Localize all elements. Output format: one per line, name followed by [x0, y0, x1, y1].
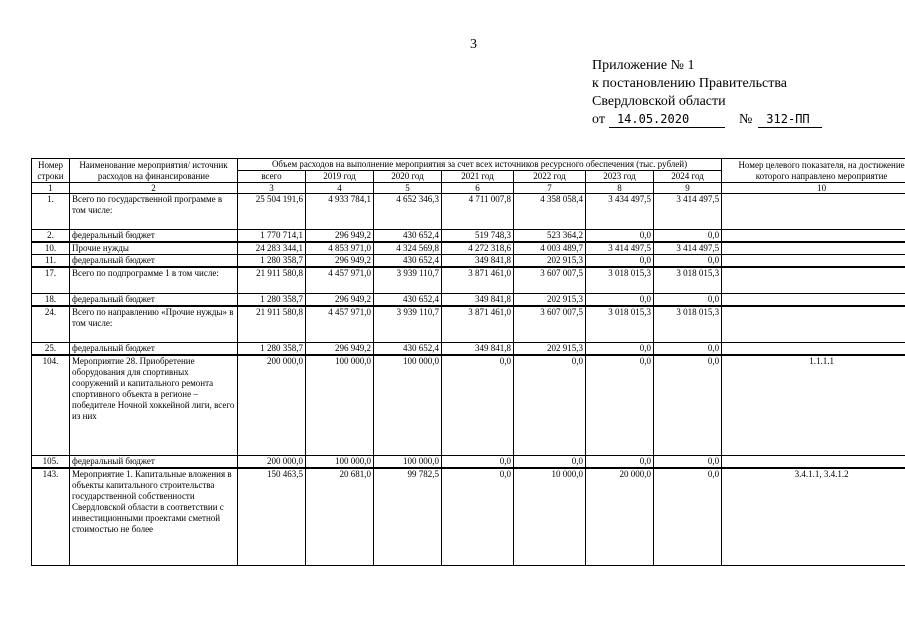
value-2020: 3 939 110,7	[374, 306, 442, 343]
table-row	[32, 343, 905, 356]
header-2021: 2021 год	[442, 171, 514, 183]
value-2019: 4 457 971,0	[306, 267, 374, 293]
value-2022: 202 915,3	[514, 343, 586, 356]
value-2023: 3 018 015,3	[586, 267, 654, 293]
table-row	[32, 230, 905, 243]
header-2019: 2019 год	[306, 171, 374, 183]
value-2023: 0,0	[586, 455, 654, 468]
value-2024: 3 414 497,5	[654, 242, 722, 255]
value-total: 21 911 580,8	[238, 306, 306, 343]
appendix-resolution-line: к постановлению Правительства	[592, 76, 788, 91]
value-2022: 10 000,0	[514, 468, 586, 566]
column-number: 7	[514, 183, 586, 194]
value-2024: 0,0	[654, 255, 722, 268]
value-2021: 349 841,8	[442, 255, 514, 268]
value-2022: 3 607 007,5	[514, 306, 586, 343]
header-target: Номер целевого показателя, на достижение которого направлено мероприятие	[722, 159, 905, 183]
value-total: 1 770 714,1	[238, 230, 306, 243]
value-2019: 20 681,0	[306, 468, 374, 566]
page-number: 3	[470, 37, 477, 52]
value-2023: 20 000,0	[586, 468, 654, 566]
column-number: 3	[238, 183, 306, 194]
header-total: всего	[238, 171, 306, 183]
row-number: 104.	[32, 355, 70, 455]
table-row	[32, 194, 905, 230]
table-row	[32, 293, 905, 306]
row-name: Всего по подпрограмме 1 в том числе:	[70, 267, 238, 293]
appendix-header	[592, 57, 822, 129]
column-number-row	[32, 183, 905, 194]
value-2020: 430 652,4	[374, 343, 442, 356]
value-2022: 3 607 007,5	[514, 267, 586, 293]
column-number: 10	[722, 183, 905, 194]
value-2023: 0,0	[586, 343, 654, 356]
value-2024: 0,0	[654, 230, 722, 243]
value-2019: 296 949,2	[306, 255, 374, 268]
value-2019: 4 933 784,1	[306, 194, 374, 230]
value-2024: 0,0	[654, 343, 722, 356]
value-2020: 3 939 110,7	[374, 267, 442, 293]
value-2022: 202 915,3	[514, 255, 586, 268]
value-total: 1 280 358,7	[238, 343, 306, 356]
target-code	[722, 293, 905, 306]
value-2024: 3 018 015,3	[654, 267, 722, 293]
row-number: 2.	[32, 230, 70, 243]
value-total: 21 911 580,8	[238, 267, 306, 293]
row-name: Всего по направлению «Прочие нужды» в том числе:	[70, 306, 238, 343]
target-code	[722, 194, 905, 230]
target-code	[722, 343, 905, 356]
value-2019: 4 853 971,0	[306, 242, 374, 255]
value-2020: 430 652,4	[374, 293, 442, 306]
table-row	[32, 255, 905, 268]
value-2019: 100 000,0	[306, 455, 374, 468]
appendix-region-line: Свердловской области	[592, 94, 726, 109]
target-code: 3.4.1.1, 3.4.1.2	[722, 468, 905, 566]
row-name: федеральный бюджет	[70, 293, 238, 306]
value-2022: 523 364,2	[514, 230, 586, 243]
value-2024: 0,0	[654, 468, 722, 566]
value-total: 1 280 358,7	[238, 293, 306, 306]
appendix-title: Приложение № 1	[592, 58, 695, 73]
row-name: федеральный бюджет	[70, 343, 238, 356]
row-name: Прочие нужды	[70, 242, 238, 255]
value-2022: 0,0	[514, 455, 586, 468]
header-2022: 2022 год	[514, 171, 586, 183]
row-name: федеральный бюджет	[70, 230, 238, 243]
value-2023: 3 018 015,3	[586, 306, 654, 343]
from-label: от	[592, 112, 605, 127]
value-2020: 430 652,4	[374, 230, 442, 243]
value-2023: 3 434 497,5	[586, 194, 654, 230]
column-number: 1	[32, 183, 70, 194]
value-2020: 100 000,0	[374, 455, 442, 468]
table-row	[32, 455, 905, 468]
row-number: 17.	[32, 267, 70, 293]
row-number: 10.	[32, 242, 70, 255]
column-number: 8	[586, 183, 654, 194]
value-2024: 0,0	[654, 455, 722, 468]
target-code	[722, 306, 905, 343]
value-2020: 4 324 569,8	[374, 242, 442, 255]
resolution-date: 14.05.2020	[609, 112, 725, 128]
row-number: 143.	[32, 468, 70, 566]
column-number: 2	[70, 183, 238, 194]
value-2020: 4 652 346,3	[374, 194, 442, 230]
value-2021: 519 748,3	[442, 230, 514, 243]
row-number: 25.	[32, 343, 70, 356]
value-2022: 4 358 058,4	[514, 194, 586, 230]
value-2022: 0,0	[514, 355, 586, 455]
target-code	[722, 267, 905, 293]
row-name: Всего по государственной программе в том числе:	[70, 194, 238, 230]
column-number: 4	[306, 183, 374, 194]
value-2020: 100 000,0	[374, 355, 442, 455]
value-2019: 4 457 971,0	[306, 306, 374, 343]
header-row-number: Номер строки	[32, 159, 70, 183]
value-2020: 99 782,5	[374, 468, 442, 566]
row-name: федеральный бюджет	[70, 255, 238, 268]
target-code	[722, 255, 905, 268]
value-2021: 0,0	[442, 455, 514, 468]
target-code	[722, 230, 905, 243]
value-2019: 100 000,0	[306, 355, 374, 455]
row-name: федеральный бюджет	[70, 455, 238, 468]
row-name: Мероприятие 1. Капитальные вложения в объекты капитального строительства государственной собственности Свердловской области в соответствии с инвестиционными проектами сметной стоимостью не более	[70, 468, 238, 566]
value-total: 1 280 358,7	[238, 255, 306, 268]
column-number: 6	[442, 183, 514, 194]
value-2024: 3 018 015,3	[654, 306, 722, 343]
value-2023: 0,0	[586, 255, 654, 268]
value-2024: 3 414 497,5	[654, 194, 722, 230]
value-2019: 296 949,2	[306, 230, 374, 243]
row-number: 24.	[32, 306, 70, 343]
table-row	[32, 306, 905, 343]
value-total: 25 504 191,6	[238, 194, 306, 230]
appendix-date-line	[592, 111, 822, 129]
table-row	[32, 242, 905, 255]
value-2021: 0,0	[442, 355, 514, 455]
header-volume: Объем расходов на выполнение мероприятия за счет всех источников ресурсного обеспечения (тыс. рублей)	[238, 159, 722, 171]
header-2024: 2024 год	[654, 171, 722, 183]
number-label: №	[738, 112, 753, 127]
value-2023: 0,0	[586, 355, 654, 455]
value-2021: 3 871 461,0	[442, 306, 514, 343]
value-2019: 296 949,2	[306, 343, 374, 356]
column-number: 9	[654, 183, 722, 194]
value-2024: 0,0	[654, 293, 722, 306]
row-number: 11.	[32, 255, 70, 268]
value-2021: 349 841,8	[442, 293, 514, 306]
value-2022: 4 003 489,7	[514, 242, 586, 255]
value-2021: 349 841,8	[442, 343, 514, 356]
value-2021: 4 272 318,6	[442, 242, 514, 255]
value-2022: 202 915,3	[514, 293, 586, 306]
table-row	[32, 267, 905, 293]
value-2023: 0,0	[586, 230, 654, 243]
value-2019: 296 949,2	[306, 293, 374, 306]
value-2024: 0,0	[654, 355, 722, 455]
value-2021: 3 871 461,0	[442, 267, 514, 293]
value-2023: 0,0	[586, 293, 654, 306]
value-total: 24 283 344,1	[238, 242, 306, 255]
value-2020: 430 652,4	[374, 255, 442, 268]
value-2021: 0,0	[442, 468, 514, 566]
value-total: 200 000,0	[238, 455, 306, 468]
target-code	[722, 242, 905, 255]
value-total: 150 463,5	[238, 468, 306, 566]
row-number: 1.	[32, 194, 70, 230]
header-2020: 2020 год	[374, 171, 442, 183]
header-name: Наименование мероприятия/ источник расходов на финансирование	[70, 159, 238, 183]
budget-table	[31, 158, 905, 566]
row-number: 105.	[32, 455, 70, 468]
target-code: 1.1.1.1	[722, 355, 905, 455]
table-row	[32, 468, 905, 566]
column-number: 5	[374, 183, 442, 194]
resolution-number: 312-ПП	[758, 112, 822, 128]
header-2023: 2023 год	[586, 171, 654, 183]
value-2021: 4 711 007,8	[442, 194, 514, 230]
row-number: 18.	[32, 293, 70, 306]
target-code	[722, 455, 905, 468]
value-total: 200 000,0	[238, 355, 306, 455]
table-row	[32, 355, 905, 455]
row-name: Мероприятие 28. Приобретение оборудования для спортивных сооружений и капитального ремонта спортивного объекта в регионе – победителе Ночной хоккейной лиги, всего из них	[70, 355, 238, 455]
value-2023: 3 414 497,5	[586, 242, 654, 255]
